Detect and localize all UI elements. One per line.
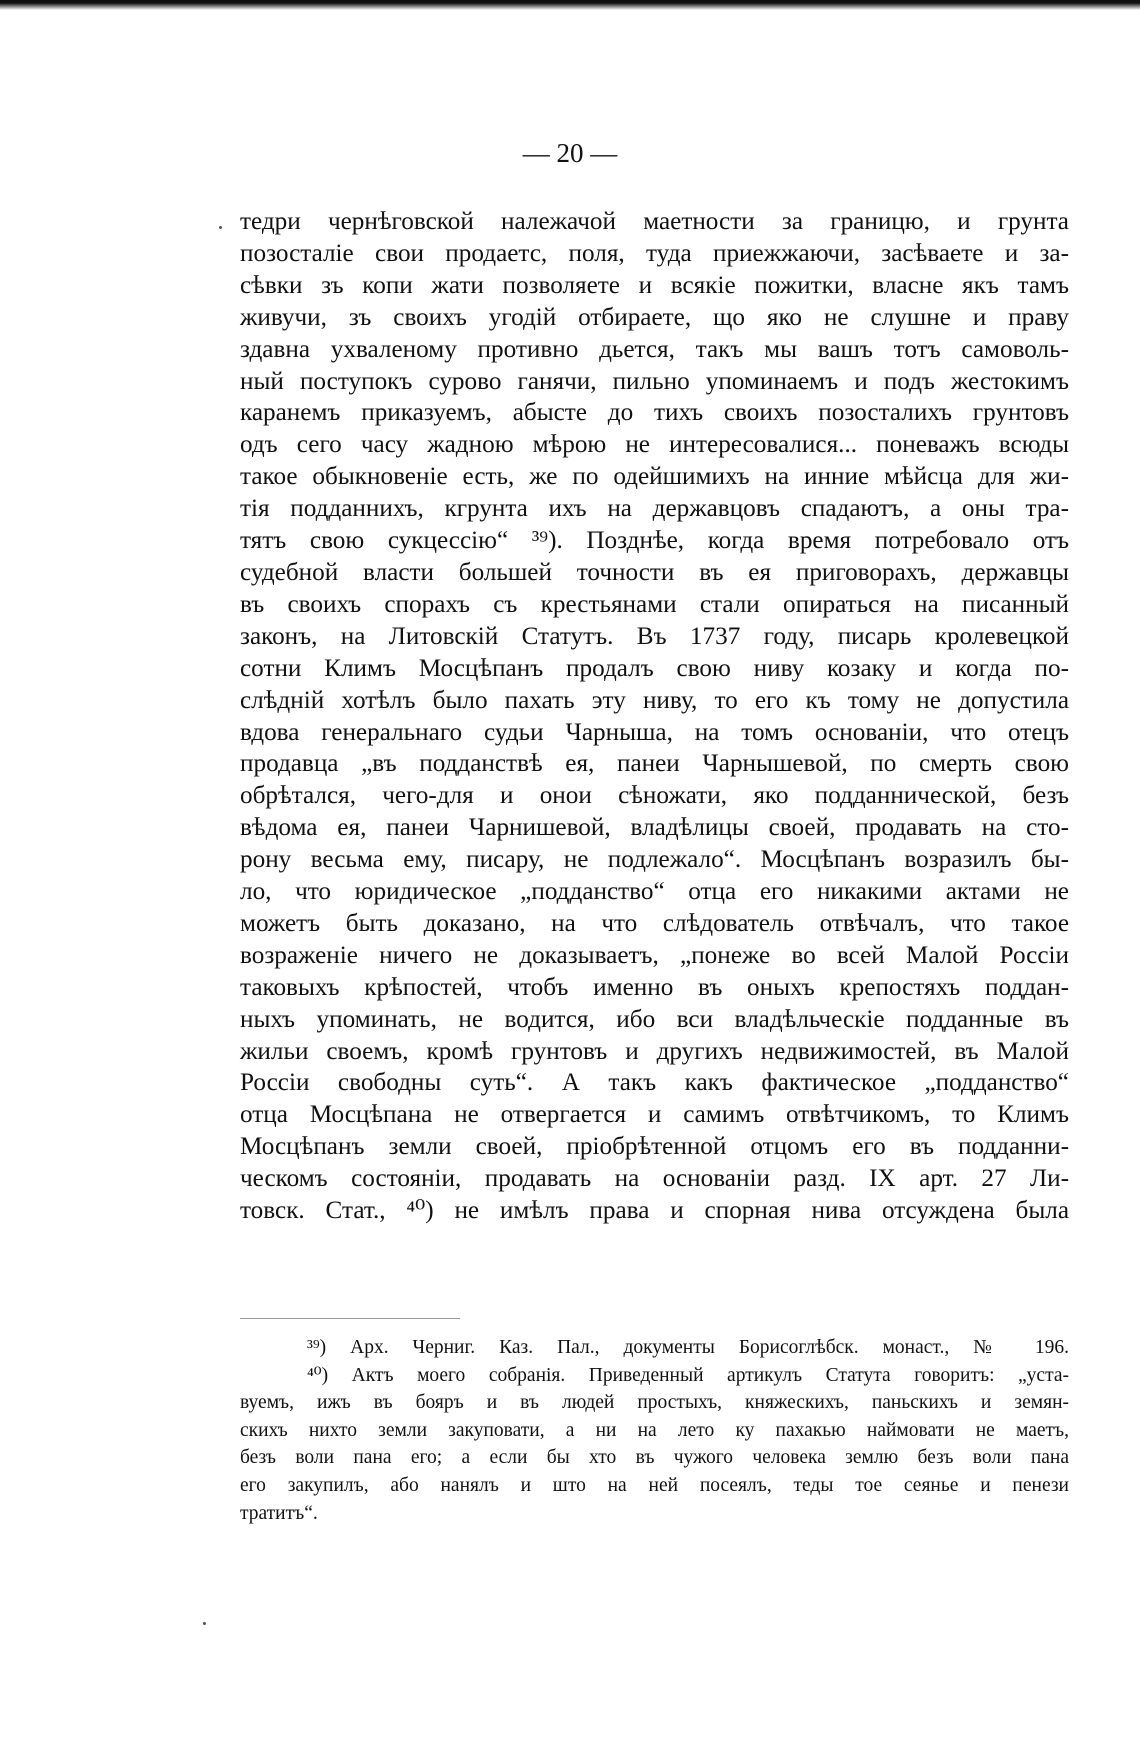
text-line: Мосцѣпанъ земли своей, пріобрѣтенной отцомъ его въ подданни-: [240, 1133, 1069, 1161]
text-line: судебной власти большей точности въ ея приговорахъ, державцы: [240, 558, 1069, 586]
text-line: рону весьма ему, писару, не подлежало“. Мосцѣпанъ возразилъ бы-: [240, 846, 1069, 874]
text-line: слѣдній хотѣлъ было пахать эту ниву, то его къ тому не допустила: [240, 686, 1069, 714]
text-line: Россіи свободны суть“. А такъ какъ фактическое „подданство“: [240, 1069, 1069, 1097]
footnote-divider: [240, 1318, 460, 1319]
main-text: [240, 206, 1069, 1227]
text-line: въ своихъ спорахъ съ крестьянами стали опираться на писанный: [240, 590, 1069, 618]
footnote-39: ³⁹) Арх. Черниг. Каз. Пал., документы Борисоглѣбск. монаст., № 196.: [307, 1337, 1069, 1358]
scan-speck: [219, 226, 222, 229]
text-line: жильи своемъ, кромѣ грунтовъ и другихъ недвижимостей, въ Малой: [240, 1037, 1069, 1065]
text-line: одъ сего часу жадною мѣрою не интересовалися... поневажъ всюды: [240, 431, 1069, 459]
text-line: продавца „въ подданствѣ ея, панеи Чарнышевой, по смерть свою: [240, 750, 1069, 778]
text-line: ческомъ состояніи, продавать на основаніи разд. IX арт. 27 Ли-: [240, 1165, 1069, 1193]
text-line: такое обыкновеніе есть, же по одейшимихъ на инние мѣйсца для жи-: [240, 463, 1069, 491]
footnote-40: ⁴⁰) Актъ моего собранія. Приведенный артикулъ Статута говоритъ: „уста-: [307, 1364, 1069, 1386]
text-line: вдова генеральнаго судьи Чарныша, на томъ основаніи, что отецъ: [240, 718, 1069, 746]
text-line: ный поступокъ сурово ганячи, пильно упоминаемъ и подъ жестокимъ: [240, 367, 1069, 395]
footnote-line: его закупилъ, або нанялъ и што на ней посеялъ, теды тое сеянье и пенези: [240, 1474, 1069, 1496]
text-line: ло, что юридическое „подданство“ отца его никакими актами не: [240, 878, 1069, 906]
footnotes: [240, 1334, 1069, 1527]
text-line: вѣдома ея, панеи Чарнишевой, владѣлицы своей, продавать на сто-: [240, 814, 1069, 842]
text-line: сѣвки зъ копи жати позволяете и всякіе пожитки, власне якъ тамъ: [240, 271, 1069, 299]
text-line: тятъ свою сукцессію“ ³⁹). Позднѣе, когда время потребовало отъ: [240, 527, 1069, 555]
scan-top-edge: [0, 0, 1140, 10]
text-line: отца Мосцѣпана не отвергается и самимъ отвѣтчикомъ, то Климъ: [240, 1101, 1069, 1129]
text-line: обрѣтался, чего-для и онои сѣножати, яко подданнической, безъ: [240, 782, 1069, 810]
footnote-line: вуемъ, ижъ въ бояръ и въ людей простыхъ, княжескихъ, паньскихъ и земян-: [240, 1392, 1069, 1414]
text-line: каранемъ приказуемъ, абысте до тихъ своихъ позосталихъ грунтовъ: [240, 399, 1069, 427]
footnote-line: скихъ нихто земли закуповати, а ни на лето ку пахакью наймовати не маетъ,: [240, 1419, 1069, 1441]
text-line: тедри чернѣговской належачой маетности за границю, и грунта: [240, 208, 1069, 235]
scan-speck: [203, 1622, 206, 1625]
text-line: живучи, зъ своихъ угодій отбираете, що яко не слушне и праву: [240, 303, 1069, 331]
footnote-line: тратитъ“.: [240, 1502, 318, 1524]
page-number: — 20 —: [522, 138, 618, 168]
text-line: законъ, на Литовскій Статутъ. Въ 1737 году, писарь кролевецкой: [240, 622, 1069, 650]
text-line: позосталіе свои продаетс, поля, туда приежжаючи, засѣваете и за-: [240, 239, 1069, 267]
text-line: возраженіе ничего не доказываетъ, „понеже во всей Малой Россіи: [240, 941, 1069, 969]
text-line: ныхъ упоминать, не водится, ибо вси владѣльческіе подданные въ: [240, 1005, 1069, 1033]
text-line: товск. Стат., ⁴⁰) не имѣлъ права и спорная нива отсуждена была: [240, 1197, 1069, 1225]
footnote-line: безъ воли пана его; а если бы хто въ чужого человека землю безъ воли пана: [240, 1447, 1069, 1469]
text-line: можетъ быть доказано, на что слѣдователь отвѣчалъ, что такое: [240, 909, 1069, 937]
text-line: тія подданнихъ, кгрунта ихъ на державцовъ спадаютъ, а оны тра-: [240, 495, 1069, 523]
text-line: сотни Климъ Мосцѣпанъ продалъ свою ниву козаку и когда по-: [240, 654, 1069, 682]
text-line: здавна ухваленому противно дьется, такъ мы вашъ тотъ самоволь-: [240, 335, 1069, 363]
text-line: таковыхъ крѣпостей, чтобъ именно въ оныхъ крепостяхъ поддан-: [240, 973, 1069, 1001]
